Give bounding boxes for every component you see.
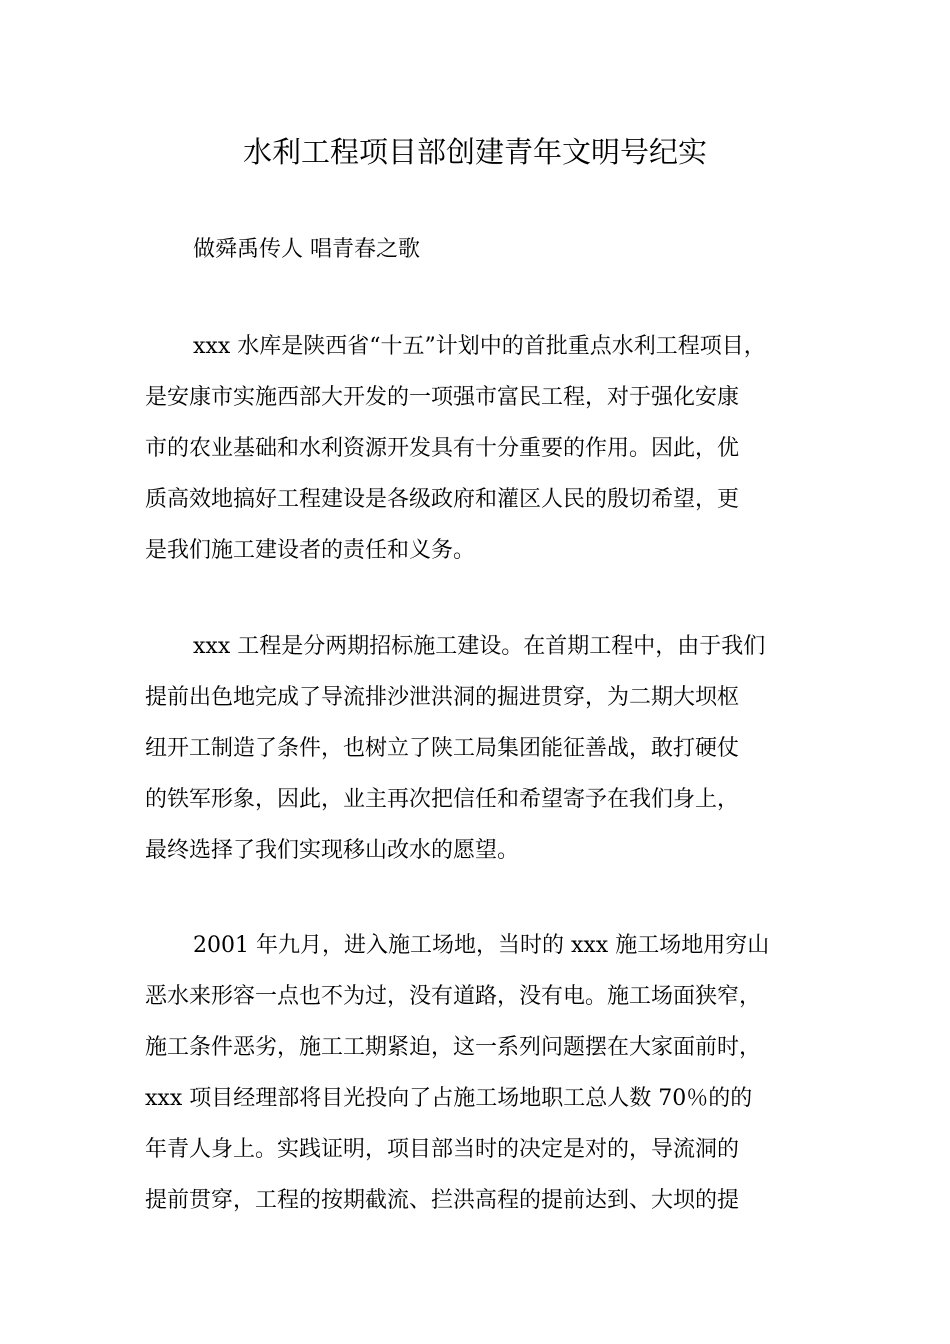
paragraph-2 — [145, 629, 825, 884]
document-subtitle: 做舜禹传人 唱青春之歌 — [193, 237, 420, 262]
paragraph-1 — [145, 329, 825, 584]
paragraph-line: 市的农业基础和水利资源开发具有十分重要的作用。因此，优 — [145, 436, 740, 461]
paragraph-line: 2001 年九月，进入施工场地，当时的 xxx 施工场地用穷山 — [193, 933, 770, 958]
paragraph-line: 的铁军形象，因此，业主再次把信任和希望寄予在我们身上， — [145, 787, 740, 812]
paragraph-line: 质高效地搞好工程建设是各级政府和灌区人民的殷切希望，更 — [145, 487, 740, 512]
paragraph-line: 纽开工制造了条件，也树立了陕工局集团能征善战，敢打硬仗 — [145, 736, 740, 761]
paragraph-line: xxx 项目经理部将目光投向了占施工场地职工总人数 70％的的 — [145, 1086, 753, 1111]
paragraph-line: 恶水来形容一点也不为过，没有道路，没有电。施工场面狭窄， — [145, 984, 762, 1009]
paragraph-line: 施工条件恶劣，施工工期紧迫，这一系列问题摆在大家面前时， — [145, 1035, 762, 1060]
paragraph-line: 最终选择了我们实现移山改水的愿望。 — [145, 838, 520, 863]
paragraph-line: 提前贯穿，工程的按期截流、拦洪高程的提前达到、大坝的提 — [145, 1188, 740, 1213]
paragraph-line: xxx 工程是分两期招标施工建设。在首期工程中，由于我们 — [193, 634, 766, 659]
paragraph-line: 年青人身上。实践证明，项目部当时的决定是对的，导流洞的 — [145, 1137, 740, 1162]
paragraph-3 — [145, 928, 825, 1234]
paragraph-line: 是我们施工建设者的责任和义务。 — [145, 538, 476, 563]
paragraph-line: 是安康市实施西部大开发的一项强市富民工程，对于强化安康 — [145, 385, 740, 410]
document-title: 水利工程项目部创建青年文明号纪实 — [242, 135, 707, 169]
paragraph-line: 提前出色地完成了导流排沙泄洪洞的掘进贯穿，为二期大坝枢 — [145, 685, 740, 710]
paragraph-line: xxx 水库是陕西省“十五”计划中的首批重点水利工程项目， — [193, 334, 766, 359]
